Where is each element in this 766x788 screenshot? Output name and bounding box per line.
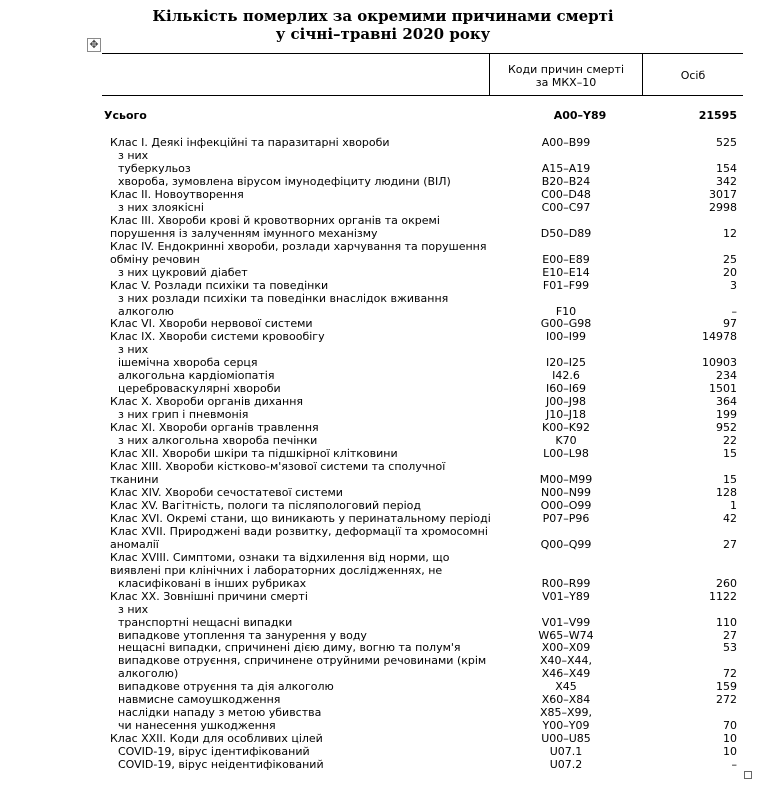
row-value: 952: [716, 421, 737, 435]
table-row: [0, 421, 766, 434]
row-code: X40–X44,: [539, 654, 593, 668]
row-label: чи нанесення ушкодження: [118, 719, 276, 733]
table-row: [0, 758, 766, 771]
row-value: 525: [716, 136, 737, 149]
row-label: Клас ХI. Хвороби органів травлення: [110, 421, 319, 435]
row-code: R00–R99: [541, 576, 591, 590]
row-value: 3017: [709, 187, 737, 201]
row-code: F10: [555, 304, 577, 318]
row-code: I00–I99: [546, 330, 586, 344]
row-code: U07.2: [549, 758, 583, 772]
table-row: [0, 175, 766, 188]
row-code: X46–X49: [541, 667, 591, 681]
row-value: 25: [723, 252, 737, 266]
row-code: A00–B99: [541, 136, 591, 149]
row-label: Клас ХХ. Зовнішні причини смерті: [110, 589, 308, 603]
row-code: J00–J98: [546, 395, 586, 409]
row-code: M00–M99: [539, 473, 593, 486]
table-row: [0, 745, 766, 758]
row-code: I20–I25: [546, 356, 586, 370]
row-label: Клас ХVIII. Симптоми, ознаки та відхилення від норми, що: [110, 550, 450, 564]
row-value: 234: [716, 369, 737, 383]
row-label: Клас ХIII. Хвороби кістково-м'язової системи та сполучної: [110, 460, 446, 473]
table-row: [0, 680, 766, 693]
row-value: 20: [723, 265, 737, 279]
table-row: [0, 719, 766, 732]
row-value: 27: [723, 537, 737, 551]
table-row: [0, 434, 766, 447]
row-code: U07.1: [549, 745, 583, 759]
row-code: U00–U85: [541, 732, 591, 746]
row-label: з них: [118, 149, 149, 162]
row-label: Клас ХV. Вагітність, пологи та післяпологовий період: [110, 498, 421, 512]
table-row: [0, 706, 766, 719]
table-row: [0, 227, 766, 240]
row-label: випадкове отруєння та дія алкоголю: [118, 680, 334, 694]
row-value: 154: [716, 161, 737, 175]
row-label: цереброваскулярні хвороби: [118, 382, 281, 396]
row-label: з них алкогольна хвороба печінки: [118, 434, 318, 448]
row-code: N00–N99: [541, 485, 591, 499]
row-label: Клас ХХII. Коди для особливих цілей: [110, 732, 323, 746]
row-value: 1501: [709, 382, 737, 396]
row-label: Клас ХIV. Хвороби сечостатевої системи: [110, 485, 343, 499]
row-label: аномалії: [110, 537, 159, 551]
row-code: X00–X09: [541, 641, 591, 655]
table-row: [0, 201, 766, 214]
row-value: 260: [716, 576, 737, 590]
row-label: порушення із залученням імунного механізму: [110, 226, 378, 240]
row-value: 364: [716, 395, 737, 409]
row-label: обміну речовин: [110, 252, 200, 266]
total-row: [0, 109, 766, 122]
table-row: [0, 641, 766, 654]
row-label: випадкове отруєння, спричинене отруйними речовинами (крім: [118, 654, 487, 668]
table-row: [0, 732, 766, 745]
table-row: [0, 330, 766, 343]
row-value: 10: [723, 745, 737, 759]
row-value: 272: [716, 693, 737, 707]
table-row: [0, 590, 766, 603]
row-label: навмисне самоушкодження: [118, 693, 281, 707]
row-value: 199: [716, 408, 737, 422]
table-row: [0, 693, 766, 706]
table-row: [0, 499, 766, 512]
table-row: [0, 460, 766, 473]
row-label: виявлені при клінічних і лабораторних дослідженнях, не: [110, 563, 443, 577]
row-label: алкоголю: [118, 304, 174, 318]
row-value: 15: [723, 473, 737, 486]
row-value: 15: [723, 447, 737, 460]
table-row: [0, 577, 766, 590]
row-code: C00–C97: [541, 200, 591, 214]
row-label: Клас ХII. Хвороби шкіри та підшкірної клітковини: [110, 447, 398, 460]
row-label: алкоголю): [118, 667, 179, 681]
row-value: 342: [716, 174, 737, 188]
total-label: Усього: [104, 109, 147, 122]
row-code: L00–L98: [543, 447, 589, 460]
row-value: 70: [723, 719, 737, 733]
table-row: [0, 667, 766, 680]
row-code: E10–E14: [542, 265, 590, 279]
row-code: K00–K92: [542, 421, 590, 435]
table-row: [0, 188, 766, 201]
row-label: Клас ІХ. Хвороби системи кровообігу: [110, 330, 325, 344]
row-label: Клас ХVII. Природжені вади розвитку, деформації та хромосомні: [110, 524, 488, 538]
row-value: 10903: [702, 356, 737, 370]
table-row: [0, 292, 766, 305]
row-code: B20–B24: [541, 174, 591, 188]
table-move-handle-icon[interactable]: ✥: [87, 38, 101, 52]
row-code: X45: [555, 680, 577, 694]
table-row: [0, 408, 766, 421]
table-header-border: [102, 95, 743, 96]
row-code: E00–E89: [542, 252, 590, 266]
table-row: [0, 279, 766, 292]
table-row: [0, 629, 766, 642]
row-label: з них: [118, 602, 149, 616]
row-value: 3: [730, 278, 737, 292]
row-label: хвороба, зумовлена вірусом імунодефіциту людини (ВІЛ): [118, 174, 451, 188]
row-label: Клас IV. Ендокринні хвороби, розлади харчування та порушення: [110, 239, 487, 253]
row-label: ішемічна хвороба серця: [118, 356, 258, 370]
row-value: 27: [723, 628, 737, 642]
table-row: [0, 149, 766, 162]
table-row: [0, 356, 766, 369]
row-code: V01–V99: [541, 615, 591, 629]
table-row: [0, 305, 766, 318]
total-code: A00–Y89: [553, 109, 607, 122]
table-row: [0, 343, 766, 356]
row-code: I60–I69: [546, 382, 586, 396]
row-label: транспортні нещасні випадки: [118, 615, 293, 629]
table-row: [0, 603, 766, 616]
row-value: 1: [730, 498, 737, 512]
row-label: з них: [118, 343, 149, 357]
row-value: 42: [723, 511, 737, 525]
row-value: –: [731, 304, 737, 318]
row-label: з них злоякісні: [118, 200, 204, 214]
table-row: [0, 369, 766, 382]
row-label: туберкульоз: [118, 161, 191, 175]
row-label: Клас V. Розлади психіки та поведінки: [110, 278, 329, 292]
table-row: [0, 317, 766, 330]
table-row: [0, 525, 766, 538]
table-row: [0, 214, 766, 227]
row-code: G00–G98: [540, 317, 592, 331]
row-code: A15–A19: [541, 161, 591, 175]
table-row: [0, 136, 766, 149]
table-end-marker-icon: [744, 771, 752, 779]
row-label: Клас ІІІ. Хвороби крові й кровотворних органів та окремі: [110, 213, 440, 227]
row-value: 97: [723, 317, 737, 331]
row-value: 22: [723, 434, 737, 448]
row-value: 1122: [709, 589, 737, 603]
row-label: нещасні випадки, спричинені дією диму, вогню та полум'я: [118, 641, 461, 655]
row-label: Клас ІІ. Новоутворення: [110, 187, 244, 201]
row-value: 14978: [702, 330, 737, 344]
table-row: [0, 654, 766, 667]
table-row: [0, 512, 766, 525]
row-code: I42.6: [552, 369, 580, 383]
header-codes-line1: Коди причин смерті: [507, 63, 624, 76]
row-code: F01–F99: [542, 278, 590, 292]
page-title-line2: у січні–травні 2020 року: [275, 25, 491, 43]
table-row: [0, 564, 766, 577]
row-label: з них цукровий діабет: [118, 265, 248, 279]
row-label: COVID-19, вірус неідентифікований: [118, 758, 324, 772]
row-value: 128: [716, 485, 737, 499]
row-code: O00–O99: [540, 498, 592, 512]
table-row: [0, 538, 766, 551]
row-label: алкогольна кардіоміопатія: [118, 369, 275, 383]
table-row: [0, 486, 766, 499]
table-row: [0, 240, 766, 253]
row-label: Клас Х. Хвороби органів дихання: [110, 395, 304, 409]
row-value: 110: [716, 615, 737, 629]
row-code: W65–W74: [538, 628, 594, 642]
header-persons: Осіб: [680, 69, 706, 82]
row-label: наслідки нападу з метою убивства: [118, 706, 322, 720]
row-code: X60–X84: [541, 693, 591, 707]
row-label: з них розлади психіки та поведінки внаслідок вживання: [118, 291, 449, 305]
row-code: J10–J18: [546, 408, 586, 422]
row-code: Y00–Y09: [542, 719, 590, 733]
table-row: [0, 382, 766, 395]
row-value: 72: [723, 667, 737, 681]
table-row: [0, 447, 766, 460]
row-label: тканини: [110, 473, 159, 486]
row-code: Q00–Q99: [540, 537, 592, 551]
header-codes-line2: за МКХ–10: [535, 76, 597, 89]
row-label: класифіковані в інших рубриках: [118, 576, 307, 590]
table-row: [0, 551, 766, 564]
row-value: 53: [723, 641, 737, 655]
table-row: [0, 266, 766, 279]
table-row: [0, 253, 766, 266]
row-code: C00–D48: [541, 187, 591, 201]
row-code: P07–P96: [542, 511, 590, 525]
row-code: X85–X99,: [539, 706, 593, 720]
row-label: Клас І. Деякі інфекційні та паразитарні хвороби: [110, 136, 390, 149]
header-codes: [490, 63, 642, 89]
row-value: –: [731, 758, 737, 772]
row-label: з них грип і пневмонія: [118, 408, 249, 422]
row-value: 12: [723, 226, 737, 240]
table-row: [0, 395, 766, 408]
row-label: випадкове утоплення та занурення у воду: [118, 628, 367, 642]
table-row: [0, 616, 766, 629]
row-value: 159: [716, 680, 737, 694]
row-code: D50–D89: [540, 226, 592, 240]
table-row: [0, 162, 766, 175]
row-code: K70: [555, 434, 577, 448]
total-value: 21595: [698, 109, 737, 122]
row-label: Клас ХVI. Окремі стани, що виникають у перинатальному періоді: [110, 511, 491, 525]
page-title-line1: Кількість померлих за окремими причинами смерті: [152, 7, 614, 25]
row-label: COVID-19, вірус ідентифікований: [118, 745, 310, 759]
table-row: [0, 473, 766, 486]
row-value: 10: [723, 732, 737, 746]
row-label: Клас VI. Хвороби нервової системи: [110, 317, 313, 331]
row-value: 2998: [709, 200, 737, 214]
table-top-border: [102, 53, 743, 54]
row-code: V01–Y89: [542, 589, 590, 603]
